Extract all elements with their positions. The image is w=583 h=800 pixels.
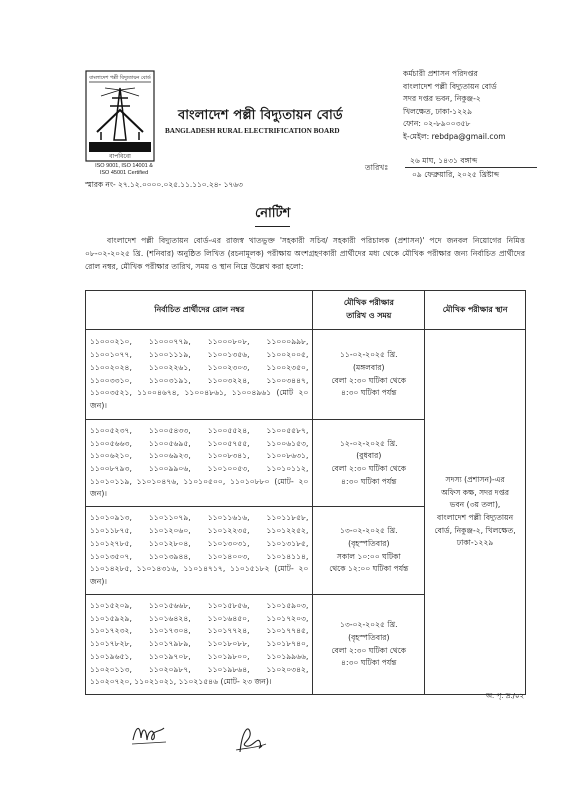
- venue-line-4: বাংলাদেশ পল্লী বিদ্যুতায়ন: [437, 513, 514, 522]
- exam-schedule: [313, 330, 425, 420]
- viva-schedule-table: [85, 290, 526, 695]
- header-date-time: [313, 291, 425, 330]
- breb-logo: [85, 70, 155, 162]
- exam-day: (বৃহস্পতিবার): [348, 538, 390, 548]
- roll-list: ১১০০০২১০, ১১০০০৭৭৯, ১১০০০৮০৮, ১১০০০৯৯৮, ১১০০১০৭৭, ১১০০১১১৯, ১১০০১৩৫৬, ১১০০২০০৫, ১১০০২০২৪, ১১০০২২৬১, ১১০০২৩০৩, ১১০০২৩৫০, ১১০০৩৩১০, ১১০০৩১৯১, ১১০০৩২২৪, ১১০০৩৪৪৭, ১১০০৩৫২১, ১১০০৪৬৭৪, ১১০০৪৮৬১, ১১০০৪৯৬১ (মোট ২০ জন)।: [86, 330, 313, 420]
- org-name-bangla: বাংলাদেশ পল্লী বিদ্যুতায়ন বোর্ড: [178, 108, 343, 123]
- header-venue: মৌখিক পরীক্ষার স্থান: [425, 291, 526, 330]
- exam-date: ১১-০২-২০২৫ খ্রি.: [339, 350, 398, 360]
- exam-time-start: বেলা ২:৩০ ঘটিকা থেকে: [331, 464, 407, 473]
- header-date-time-line1: মৌখিক পরীক্ষার: [343, 298, 394, 307]
- exam-schedule: [313, 595, 425, 695]
- date-label: তারিখঃ: [365, 163, 389, 172]
- venue-line-2: অফিস কক্ষ, সদর দপ্তর: [441, 487, 510, 497]
- exam-time-end: ৪:৩০ ঘটিকা পর্যন্ত: [341, 388, 397, 398]
- office-address: [403, 68, 506, 144]
- header-roll-numbers: নির্বাচিত প্রার্থীদের রোল নম্বর: [86, 291, 313, 330]
- venue-line-6: ঢাকা-১২২৯: [456, 538, 494, 548]
- email: ই-মেইল: rebdpa@gmail.com: [403, 131, 506, 141]
- table-header-row: [86, 291, 526, 330]
- roll-list: ১১০১০৯১৩, ১১০১১০৭৯, ১১০১১৬১৬, ১১০১১৮৫৮, ১১০১১৮৭৫, ১১০১২০৬০, ১১০১২২৩৫, ১১০১২২৫২, ১১০১২৭৮৫, ১১০১২৮০৪, ১১০১৩০৩১, ১১০১৩১৮৫, ১১০১৩৫০৭, ১১০১৩৯৪৪, ১১০১৪০০৩, ১১০১৪১১৪, ১১০১৪২৮৫, ১১০১৪৩১৬, ১১০১৪৭১৭, ১১০১৫১৮২ (মোট- ২০ জন)।: [86, 507, 313, 595]
- roll-list: ১১০০৫২৩৭, ১১০০৫৪৩৩, ১১০০৫৫২৪, ১১০০৫৫৮৭, ১১০০৫৬৬৩, ১১০০৫৬৯৫, ১১০০৫৭৫৫, ১১০০৬১৫৩, ১১০০৬২১০, ১১০০৬৯২৩, ১১০০৮৩৪১, ১১০০৮৬৩১, ১১০০৮৭৯৩, ১১০০৯৯০৬, ১১০১০০৫৩, ১১০১০১১২, ১১০১০১১৯, ১১০১০৪৭৬, ১১০১০৫০০, ১১০১০৮৮০ (মোট- ২০ জন)।: [86, 420, 313, 507]
- address-line-2: বাংলাদেশ পল্লী বিদ্যুতায়ন বোর্ড: [403, 81, 497, 91]
- exam-time-start: বেলা ২:৩০ ঘটিকা থেকে: [331, 375, 407, 385]
- signature-2: [232, 722, 268, 756]
- exam-day: (বুধবার): [356, 451, 382, 461]
- venue-line-1: সদস্য (প্রশাসন)-এর: [445, 475, 505, 485]
- exam-day: (বৃহস্পতিবার): [348, 632, 390, 642]
- exam-time-end: থেকে ১২:০০ ঘটিকা পর্যন্ত: [329, 564, 409, 574]
- exam-date: ১৩-০২-২০২৫ খ্রি.: [339, 526, 398, 536]
- date-divider: [405, 167, 537, 168]
- memo-number: স্মারক নং- ২৭.১২.০০০০.০২৫.১১.১১০.২৪- ১৭৬৩: [85, 180, 243, 189]
- address-line-4: খিলক্ষেত, ঢাকা-১২২৯: [403, 106, 473, 116]
- exam-time-end: ৪:৩০ ঘটিকা পর্যন্ত: [341, 476, 397, 486]
- logo-caption: বাংলাদেশ পল্লী বিদ্যুতায়ন বোর্ড: [89, 75, 151, 81]
- date-english: ০৯ ফেব্রুয়ারি, ২০২৫ খ্রিষ্টাব্দ: [412, 170, 500, 179]
- notice-title: নোটিশ: [255, 204, 290, 227]
- date-bangla: ২৬ মাঘ, ১৪৩১ বঙ্গাব্দ: [410, 156, 478, 165]
- exam-time-start: সকাল ১০:০০ ঘটিকা: [336, 551, 401, 561]
- iso-certification: [84, 163, 164, 176]
- iso-line-2: ISO 45001 Certified: [99, 169, 149, 176]
- exam-date: ১২-০২-২০২৫ খ্রি.: [339, 438, 398, 448]
- exam-time-start: বেলা ২:৩০ ঘটিকা থেকে: [331, 645, 407, 655]
- roll-list: ১১০১৫২০৯, ১১০১৫৬৬৮, ১১০১৫৮৫৬, ১১০১৫৯০৩, ১১০১৫৯২৯, ১১০১৬৪২৪, ১১০১৬৪৫০, ১১০১৭২০৩, ১১০১৭২৩২, ১১০১৭৩০৪, ১১০১৭৭২৪, ১১০১৭৭৪৫, ১১০১৭৮২৮, ১১০১৭৯৮৯, ১১০১৮০৮৮, ১১০১৮৭৪০, ১১০১৯৬৫১, ১১০১৯৭০৮, ১১০১৯৮০০, ১১০১৯৯৬৬, ১১০২০১১৩, ১১০২০৯৮৭, ১১০১৯৮৬৪, ১১০২০৩৪২, ১১০২০৭২০, ১১০২১০২১, ১১০২১৫৪৬ (মোট- ২৩ জন)।: [86, 595, 313, 695]
- exam-date: ১৩-০২-২০২৫ খ্রি.: [339, 620, 398, 630]
- exam-day: (মঙ্গলবার): [353, 362, 385, 372]
- address-line-1: কর্মচারী প্রশাসন পরিদপ্তর: [403, 69, 478, 78]
- intro-paragraph: [85, 234, 525, 274]
- venue-cell: [425, 330, 526, 695]
- exam-schedule: [313, 420, 425, 507]
- header-date-time-line2: তারিখ ও সময়: [346, 311, 392, 320]
- address-line-3: সদর দপ্তর ভবন, নিকুঞ্জ-২: [403, 94, 481, 104]
- intro-text: বাংলাদেশ পল্লী বিদ্যুতায়ন বোর্ড-এর রাজস্ব খাতভুক্ত 'সহকারী সচিব/ সহকারী পরিচালক (প্রশাসন)' পদে জনবল নিয়োগের নিমিত্ত ০৮-০২-২০২৫ খ্রি. (শনিবার) অনুষ্ঠিত লিখিত (রচনামূলক) পরীক্ষায় অংশগ্রহণকারী প্রার্থীদের মধ্য থেকে মৌখিক পরীক্ষার জন্য নির্বাচিত প্রার্থীদের রোল নম্বর, মৌখিক পরীক্ষার তারিখ, সময় ও স্থান নিম্নে উল্লেখ করা হলো:: [85, 236, 525, 272]
- venue-line-5: বোর্ড, নিকুঞ্জ-২, খিলক্ষেত,: [434, 525, 516, 535]
- phone: ফোন: ০২-৮৯০০৩৫৮: [403, 119, 471, 129]
- table-row: [86, 330, 526, 420]
- signature-1: [130, 718, 170, 748]
- exam-schedule: [313, 507, 425, 595]
- venue-line-3: ভবন (৩য় তলা),: [449, 500, 501, 510]
- org-name-english: BANGLADESH RURAL ELECTRIFICATION BOARD: [165, 127, 340, 135]
- page-reference: অ. পৃ. দ্র./০২: [486, 692, 525, 700]
- logo-footer: বাপবিবো: [109, 153, 131, 160]
- iso-line-1: ISO 9001, ISO 14001 &: [95, 163, 153, 169]
- exam-time-end: ৪:৩০ ঘটিকা পর্যন্ত: [341, 658, 397, 668]
